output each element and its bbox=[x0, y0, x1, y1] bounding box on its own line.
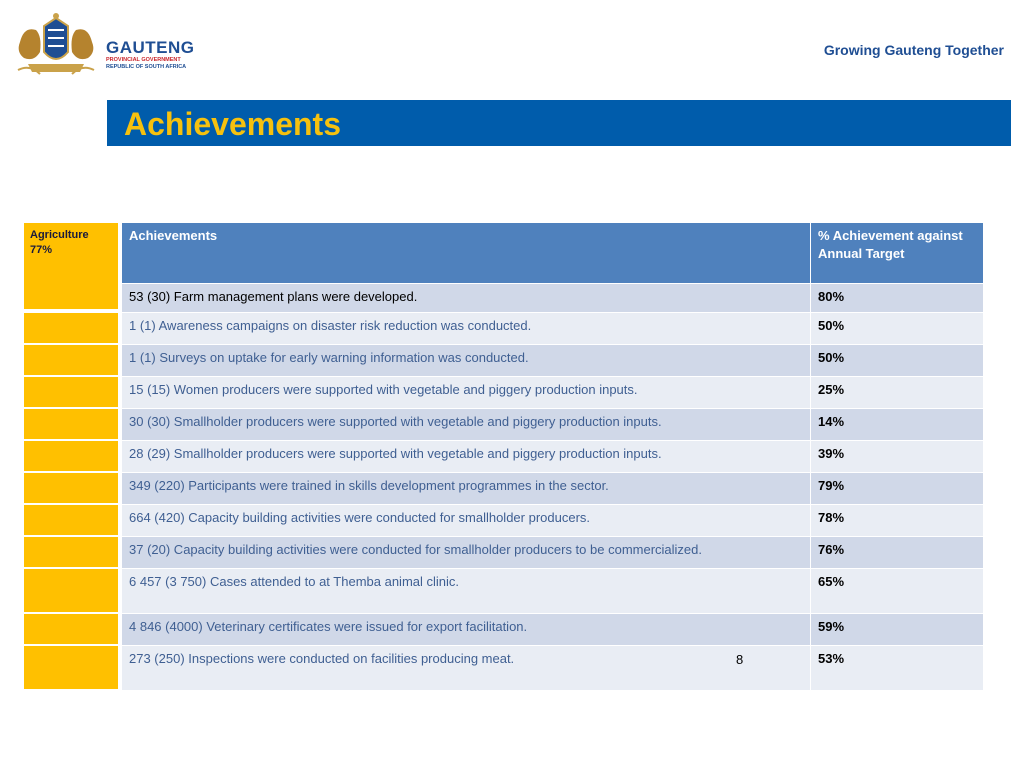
sector-side-cell bbox=[23, 568, 119, 613]
table-row bbox=[122, 313, 984, 345]
sector-side-cell bbox=[23, 504, 119, 536]
page-title: Achievements bbox=[124, 106, 341, 142]
header-percentage: % Achievement against Annual Target bbox=[811, 223, 984, 284]
achievement-description: 15 (15) Women producers were supported with vegetable and piggery production inputs. bbox=[122, 377, 811, 409]
achievement-description: 664 (420) Capacity building activities were conducted for smallholder producers. bbox=[122, 505, 811, 537]
sector-side-cell bbox=[23, 440, 119, 472]
achievement-percentage: 79% bbox=[811, 473, 984, 505]
sector-label bbox=[30, 228, 89, 258]
achievements-table bbox=[121, 222, 984, 691]
sector-side-cell bbox=[23, 472, 119, 504]
sector-score: 77% bbox=[30, 244, 53, 256]
achievement-description: 6 457 (3 750) Cases attended to at Themba animal clinic. bbox=[122, 569, 811, 614]
brand-name: GAUTENG bbox=[106, 38, 195, 57]
sector-label-cell bbox=[23, 222, 119, 310]
brand-country: REPUBLIC OF SOUTH AFRICA bbox=[106, 64, 187, 70]
achievement-description: 273 (250) Inspections were conducted on facilities producing meat. bbox=[122, 646, 811, 691]
brand-subtitle: PROVINCIAL GOVERNMENT bbox=[106, 57, 181, 63]
sector-side-cell bbox=[23, 645, 119, 690]
sector-side-cell bbox=[23, 344, 119, 376]
achievement-description: 1 (1) Awareness campaigns on disaster risk reduction was conducted. bbox=[122, 313, 811, 345]
achievement-percentage: 65% bbox=[811, 569, 984, 614]
achievement-description: 37 (20) Capacity building activities were conducted for smallholder producers to be commercialized. bbox=[122, 537, 811, 569]
achievement-description: 53 (30) Farm management plans were developed. bbox=[122, 284, 811, 313]
table-row bbox=[122, 284, 984, 313]
sector-side-cell bbox=[23, 613, 119, 645]
achievement-description: 28 (29) Smallholder producers were supported with vegetable and piggery production inputs. bbox=[122, 441, 811, 473]
achievement-percentage: 50% bbox=[811, 313, 984, 345]
table-row bbox=[122, 614, 984, 646]
achievement-percentage: 14% bbox=[811, 409, 984, 441]
table-row bbox=[122, 505, 984, 537]
table-row bbox=[122, 473, 984, 505]
header-achievements: Achievements bbox=[122, 223, 811, 284]
sector-side-cell bbox=[23, 312, 119, 344]
sector-side-cell bbox=[23, 376, 119, 408]
achievement-percentage: 39% bbox=[811, 441, 984, 473]
achievement-percentage: 53% bbox=[811, 646, 984, 691]
table-row bbox=[122, 569, 984, 614]
achievement-description: 1 (1) Surveys on uptake for early warning information was conducted. bbox=[122, 345, 811, 377]
table-row bbox=[122, 345, 984, 377]
table-row bbox=[122, 409, 984, 441]
table-row bbox=[122, 537, 984, 569]
gauteng-logo bbox=[10, 12, 200, 80]
achievement-percentage: 80% bbox=[811, 284, 984, 313]
achievement-percentage: 25% bbox=[811, 377, 984, 409]
achievement-description: 349 (220) Participants were trained in skills development programmes in the sector. bbox=[122, 473, 811, 505]
tagline: Growing Gauteng Together bbox=[823, 42, 1004, 58]
sector-name: Agriculture bbox=[30, 229, 89, 241]
sector-side-cell bbox=[23, 536, 119, 568]
page-number: 8 bbox=[736, 652, 744, 667]
achievement-description: 4 846 (4000) Veterinary certificates were issued for export facilitation. bbox=[122, 614, 811, 646]
achievement-percentage: 76% bbox=[811, 537, 984, 569]
achievement-percentage: 59% bbox=[811, 614, 984, 646]
sector-side-cell bbox=[23, 408, 119, 440]
achievement-percentage: 50% bbox=[811, 345, 984, 377]
table-header-row bbox=[122, 223, 984, 284]
table-row bbox=[122, 646, 984, 691]
table-row bbox=[122, 441, 984, 473]
coat-of-arms-icon bbox=[10, 12, 102, 80]
achievement-percentage: 78% bbox=[811, 505, 984, 537]
table-row bbox=[122, 377, 984, 409]
title-bar bbox=[107, 100, 1011, 146]
achievement-description: 30 (30) Smallholder producers were supported with vegetable and piggery production inputs. bbox=[122, 409, 811, 441]
